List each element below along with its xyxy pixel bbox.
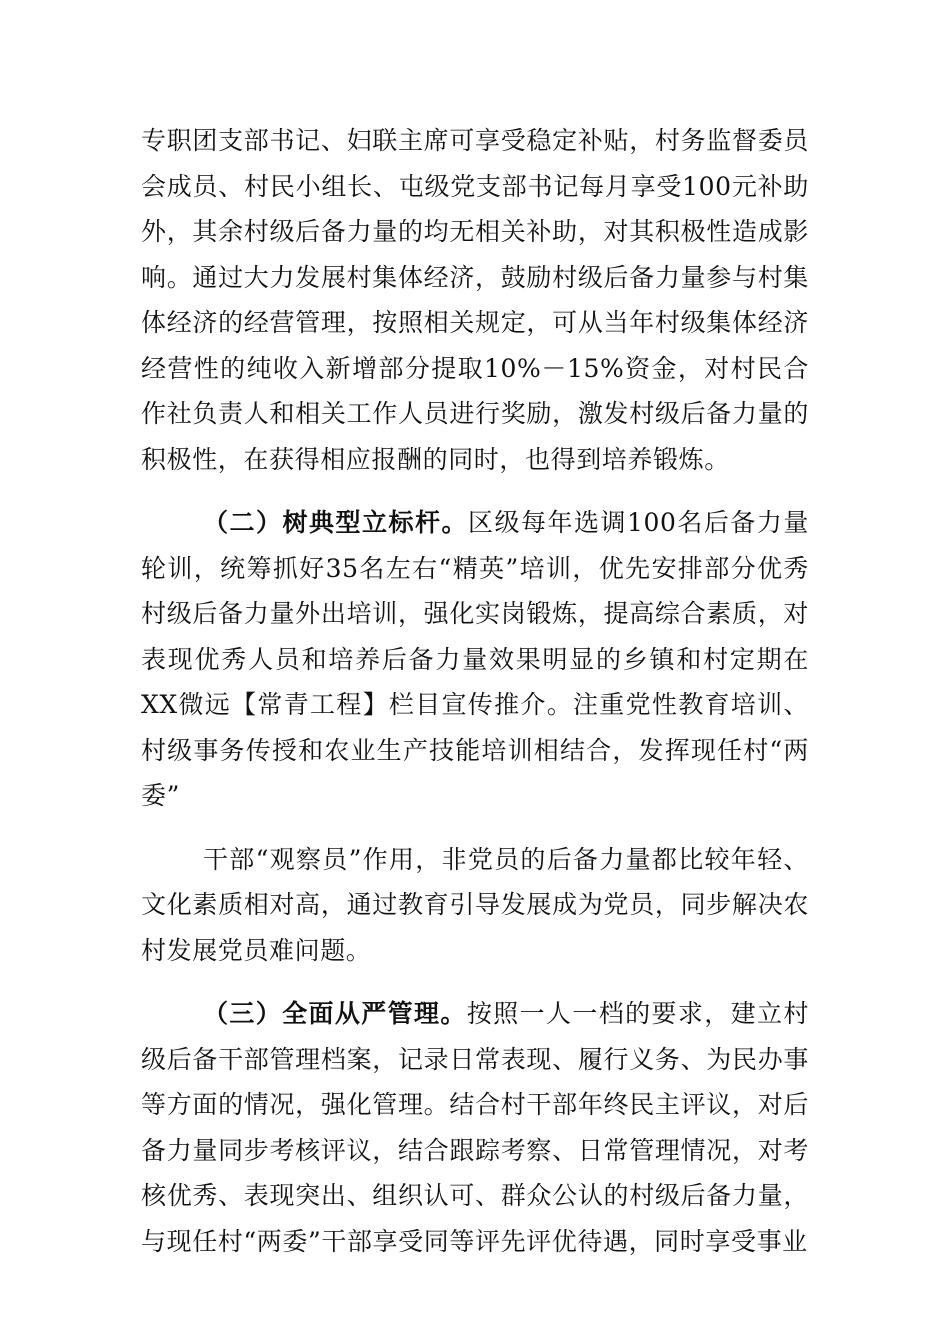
paragraph-text: 干部“观察员”作用，非党员的后备力量都比较年轻、文化素质相对高，通过教育引导发展成为党员，同步解决农村发展党员难问题。 <box>141 844 809 965</box>
document-body <box>141 118 809 1264</box>
section-heading-two: （二）树典型立标杆。 <box>203 508 468 537</box>
paragraph-observer <box>141 837 809 974</box>
paragraph-role-models <box>141 500 809 819</box>
paragraph-text: 区级每年选调100名后备力量轮训，统筹抓好35名左右“精英”培训，优先安排部分优秀村级后备力量外出培训，强化实岗锻炼，提高综合素质，对表现优秀人员和培养后备力量效果明显的乡镇和村定期在XX微远【常青工程】栏目宣传推介。注重党性教育培训、村级事务传授和农业生产技能培训相结合，发挥现任村“两委” <box>141 508 809 810</box>
section-heading-three: （三）全面从严管理。 <box>203 999 467 1028</box>
paragraph-text: 按照一人一档的要求，建立村级后备干部管理档案，记录日常表现、履行义务、为民办事等方面的情况，强化管理。结合村干部年终民主评议，对后备力量同步考核评议，结合跟踪考察、日常管理情况，对考核优秀、表现突出、组织认可、群众公认的村级后备力量，与现任村“两委”干部享受同等评先评优待遇，同时享受事业 <box>141 999 809 1256</box>
paragraph-strict-management <box>141 991 809 1264</box>
paragraph-text: 专职团支部书记、妇联主席可享受稳定补贴，村务监督委员会成员、村民小组长、屯级党支部书记每月享受100元补助外，其余村级后备力量的均无相关补助，对其积极性造成影响。通过大力发展村集体经济，鼓励村级后备力量参与村集体经济的经营管理，按照相关规定，可从当年村级集体经济经营性的纯收入新增部分提取10%－15%资金，对村民合作社负责人和相关工作人员进行奖励，激发村级后备力量的积极性，在获得相应报酬的同时，也得到培养锻炼。 <box>141 126 809 474</box>
paragraph-subsidy <box>141 118 809 482</box>
